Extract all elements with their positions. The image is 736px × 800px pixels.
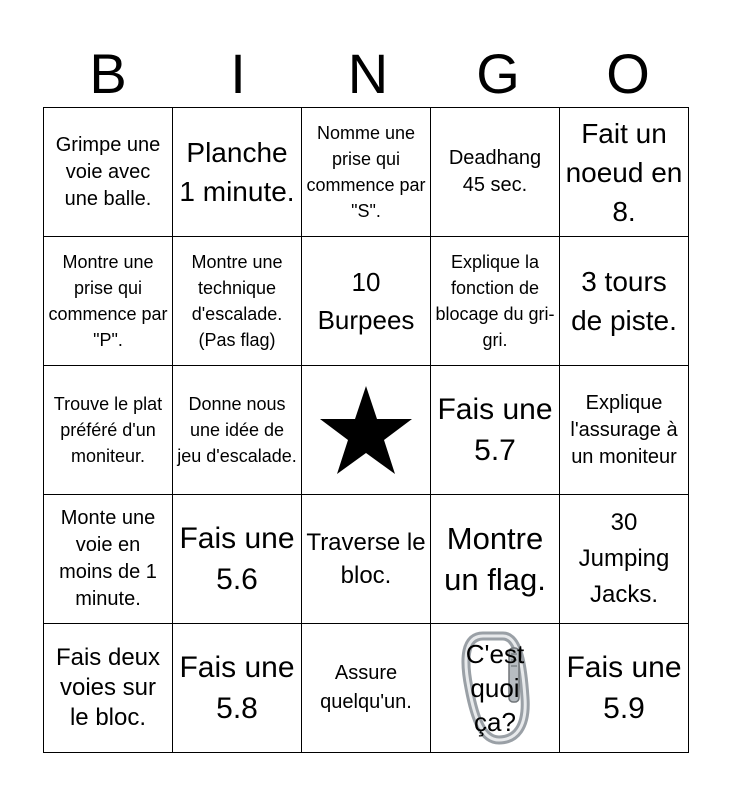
cell-text: Fais une 5.9: [566, 651, 682, 725]
cell-text: Montre une technique d'escalade. (Pas flag): [191, 252, 283, 350]
image-cell[interactable]: [431, 624, 560, 753]
cell-text: Fais une 5.7: [437, 393, 553, 467]
bingo-cell[interactable]: [560, 624, 689, 753]
bingo-cell[interactable]: [302, 108, 431, 237]
bingo-cell[interactable]: [44, 366, 173, 495]
grid-row: [44, 366, 689, 495]
grid-row: [44, 624, 689, 753]
cell-text: Nomme une prise qui commence par "S".: [306, 123, 426, 221]
bingo-cell[interactable]: [302, 237, 431, 366]
cell-text: Explique la fonction de blocage du gri-gri.: [435, 252, 555, 350]
cell-text: Montre un flag.: [444, 521, 546, 597]
cell-text: Grimpe une voie avec une balle.: [55, 133, 161, 210]
cell-text: Deadhang 45 sec.: [448, 147, 542, 196]
cell-text: C'est quoi ça?: [465, 639, 525, 737]
bingo-cell[interactable]: [173, 237, 302, 366]
header-letter-b: B: [89, 42, 127, 105]
cell-text: 3 tours de piste.: [571, 266, 677, 336]
bingo-cell[interactable]: [560, 108, 689, 237]
bingo-cell[interactable]: [44, 495, 173, 624]
bingo-grid: [43, 107, 689, 753]
cell-text: Fais deux voies sur le bloc.: [55, 644, 161, 731]
cell-text: Trouve le plat préféré d'un moniteur.: [53, 394, 163, 466]
cell-text: Fais une 5.6: [179, 522, 295, 596]
header-letter-o: O: [606, 42, 650, 105]
bingo-cell[interactable]: [173, 366, 302, 495]
bingo-cell[interactable]: [431, 108, 560, 237]
bingo-cell[interactable]: [173, 108, 302, 237]
bingo-cell[interactable]: [431, 237, 560, 366]
cell-text: Fait un noeud en 8.: [565, 117, 683, 227]
cell-text: Montre une prise qui commence par "P".: [48, 252, 168, 350]
header-letter-n: N: [347, 42, 389, 105]
star-icon: [318, 384, 414, 476]
bingo-cell[interactable]: [44, 237, 173, 366]
bingo-cell[interactable]: [431, 366, 560, 495]
bingo-cell[interactable]: [173, 495, 302, 624]
bingo-cell[interactable]: [560, 366, 689, 495]
header-letter-g: G: [476, 42, 520, 105]
free-space-cell[interactable]: [302, 366, 431, 495]
grid-row: [44, 495, 689, 624]
bingo-cell[interactable]: [560, 237, 689, 366]
bingo-cell[interactable]: [302, 624, 431, 753]
cell-text: 10 Burpees: [317, 267, 415, 335]
grid-row: [44, 108, 689, 237]
bingo-cell[interactable]: [44, 624, 173, 753]
header-letter-i: I: [230, 42, 246, 105]
cell-text: Monte une voie en moins de 1 minute.: [59, 507, 157, 610]
cell-text: Explique l'assurage à un moniteur: [570, 391, 678, 468]
cell-text: Donne nous une idée de jeu d'escalade.: [177, 394, 297, 466]
bingo-cell[interactable]: [560, 495, 689, 624]
bingo-header: [43, 40, 693, 108]
cell-text: Fais une 5.8: [179, 651, 295, 725]
cell-text: Assure quelqu'un.: [320, 662, 412, 713]
bingo-cell[interactable]: [302, 495, 431, 624]
cell-text: Planche 1 minute.: [179, 137, 295, 207]
grid-row: [44, 237, 689, 366]
bingo-cell[interactable]: [173, 624, 302, 753]
cell-text: Traverse le bloc.: [306, 529, 426, 589]
bingo-cell[interactable]: [44, 108, 173, 237]
bingo-cell[interactable]: [431, 495, 560, 624]
cell-text: 30 Jumping Jacks.: [578, 509, 670, 608]
